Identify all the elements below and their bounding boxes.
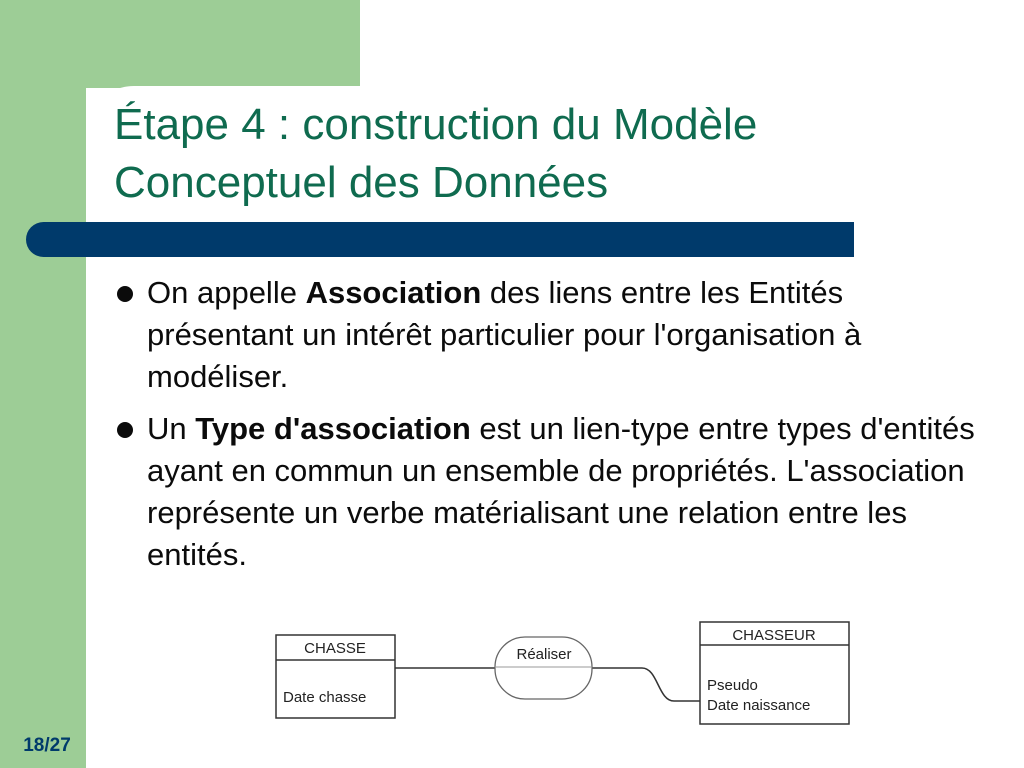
association-name: Réaliser <box>516 646 572 663</box>
entity-chasse-name: CHASSE <box>304 640 366 657</box>
bullet-item <box>116 272 996 398</box>
bullet-text-post: des liens entre les Entités présentant un intérêt particulier pour l'organisation à modéliser. <box>147 275 862 394</box>
entity-chasseur-attribute: Pseudo <box>707 677 758 694</box>
entity-chasseur-name: CHASSEUR <box>732 627 816 644</box>
title-divider <box>26 222 854 257</box>
bullet-dot-icon <box>117 422 133 438</box>
entity-chasseur <box>700 622 849 724</box>
connector-right <box>592 668 700 701</box>
slide-title-line2: Conceptuel des Données <box>114 158 609 207</box>
slide-title-line1: Étape 4 : construction du Modèle <box>114 100 758 149</box>
bullet-text-post: est un lien-type entre types d'entités ayant en commun un ensemble de propriétés. L'association représente un verbe matérialisant une relation entre les entités. <box>147 411 975 572</box>
bullet-text-strong: Association <box>305 275 482 310</box>
bullet-text-pre: On appelle <box>147 275 306 310</box>
association-realiser <box>495 637 592 699</box>
entity-chasseur-attribute: Date naissance <box>707 697 811 714</box>
bullet-text-strong: Type d'association <box>195 411 471 446</box>
entity-chasse <box>276 635 395 718</box>
entity-chasse-attribute: Date chasse <box>283 689 367 706</box>
page-number: 18/27 <box>23 735 71 756</box>
bullet-item <box>116 408 996 576</box>
bullet-dot-icon <box>117 286 133 302</box>
mcd-diagram <box>270 615 860 735</box>
background-left-band <box>0 0 86 768</box>
slide-title <box>114 96 994 212</box>
bullet-text-pre: Un <box>147 411 196 446</box>
bullet-list <box>116 272 996 586</box>
